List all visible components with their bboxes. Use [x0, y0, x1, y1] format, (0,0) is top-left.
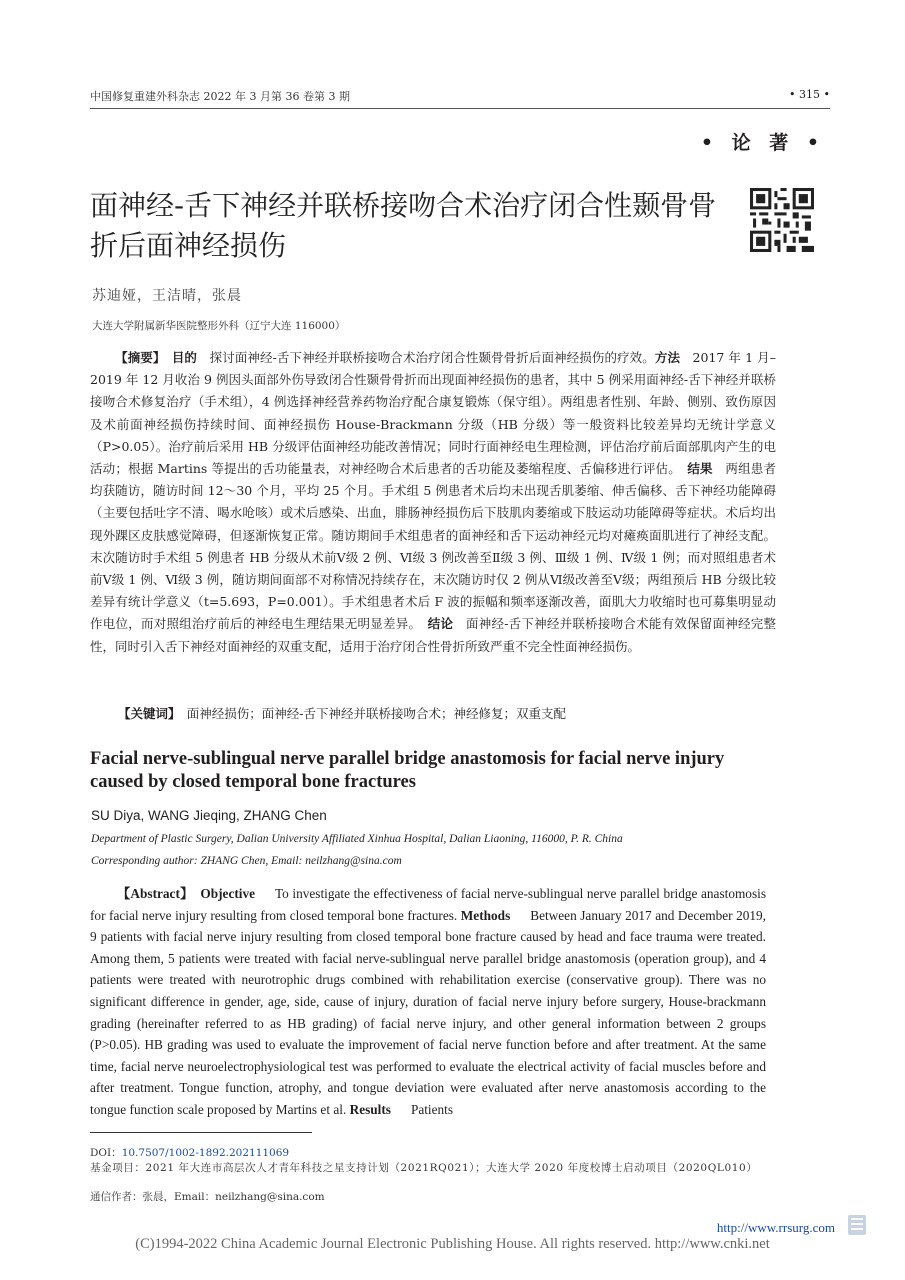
abstract-en: [90, 883, 766, 1121]
affiliation: 大连大学附属新华医院整形外科（辽宁大连 116000）: [92, 320, 346, 332]
copyright-footer: (C)1994-2022 China Academic Journal Electronic Publishing House. All rights reserved. http://www.cnki.net: [135, 1236, 770, 1252]
journal-logo-icon: [847, 1214, 867, 1236]
en-objective-text: To investigate the effectiveness of facial nerve-sublingual nerve parallel bridge anastomosis for facial nerve injury resulting from closed temporal bone fractures.: [90, 886, 766, 923]
keywords-text: 面神经损伤；面神经-舌下神经并联桥接吻合术；神经修复；双重支配: [186, 706, 566, 721]
english-affiliation: Department of Plastic Surgery, Dalian University Affiliated Xinhua Hospital, Dalian Liaoning, 116000, P. R. China: [91, 833, 623, 845]
methods-text: 2017 年 1 月–2019 年 12 月收治 9 例因头面部外伤导致闭合性颞骨骨折而出现面神经损伤的患者，其中 5 例采用面神经-舌下神经并联桥接吻合术修复治疗（手术组），4 例选择神经营养药物治疗配合康复锻炼（保守组）。两组患者性别、年龄、侧别、致伤原因及术前面神经损伤持续时间、面神经损伤 House-Brackmann 分级（HB 分级）等一般资料比较差异均无统计学意义（P>0.05）。治疗前后采用 HB 分级评估面神经功能改善情况；同时行面神经电生理检测，评估治疗前后面部肌肉产生的电活动；根据 Martins 等提出的舌功能量表，对神经吻合术后患者的舌功能及萎缩程度、舌偏移进行评估。: [90, 350, 776, 477]
page-number: • 315 •: [789, 88, 830, 101]
objective-heading: 目的: [171, 350, 198, 365]
journal-url[interactable]: http://www.rrsurg.com: [716, 1220, 835, 1235]
authors: 苏迪娅，王洁晴，张晨: [92, 288, 242, 304]
abstract-label: 【摘要】: [115, 350, 166, 365]
qr-code-icon: [750, 188, 814, 252]
abstract-cn: [90, 347, 776, 658]
english-corresponding: Corresponding author: ZHANG Chen, Email: neilzhang@sina.com: [91, 855, 402, 867]
article-title: 面神经-舌下神经并联桥接吻合术治疗闭合性颞骨骨折后面神经损伤: [90, 189, 717, 262]
en-methods-heading: Methods: [460, 907, 511, 923]
en-results-text: Patients: [410, 1101, 454, 1117]
conclusion-heading: 结论: [427, 616, 454, 632]
doi-label: DOI：: [90, 1147, 122, 1159]
doi-footnote: [90, 1146, 289, 1160]
fund-footnote: 基金项目：2021 年大连市高层次人才青年科技之星支持计划（2021RQ021）；大连大学 2020 年度校博士启动项目（2020QL010）: [90, 1162, 758, 1174]
keywords-label: 【关键词】: [118, 706, 181, 721]
footnote-rule: [90, 1132, 312, 1133]
corresponding-footnote: 通信作者：张晨，Email：neilzhang@sina.com: [90, 1191, 325, 1203]
en-methods-text: Between January 2017 and December 2019, 9 patients with facial nerve injury resulting from closed temporal bone fracture caused by head and face trauma were treated. Among them, 5 patients were treated with facial nerve-sublingual nerve parallel bridge anastomosis (operation group), and 4 patients were treated with neurotrophic drugs combined with rehabilitation exercise (conservative group). There was no significant difference in gender, age, side, cause of injury, duration of facial nerve injury before surgery, House-brackmann grading (hereinafter referred to as HB grading) of facial nerve injury, and other general information between 2 groups (P>0.05). HB grading was used to evaluate the improvement of facial nerve function before and after treatment. At the same time, facial nerve neuroelectrophysiological test was performed to evaluate the electrical activity of facial muscles before and after treatment. Tongue function, atrophy, and tongue deviation were evaluated after nerve anastomosis according to the tongue function scale proposed by Martins et al.: [90, 907, 766, 1117]
en-results-heading: Results: [349, 1101, 391, 1117]
objective-text: 探讨面神经-舌下神经并联桥接吻合术治疗闭合性颞骨骨折后面神经损伤的疗效。: [209, 350, 655, 365]
keywords-cn: [118, 704, 566, 722]
english-authors: SU Diya, WANG Jieqing, ZHANG Chen: [91, 808, 327, 823]
english-title: Facial nerve-sublingual nerve parallel bridge anastomosis for facial nerve injury caused by closed temporal bone fractures: [90, 749, 725, 792]
section-label: • 论 著 •: [700, 132, 825, 154]
header-rule: [90, 108, 830, 109]
abstract-en-label: 【Abstract】: [116, 886, 194, 901]
methods-heading: 方法: [654, 350, 681, 365]
doi-link[interactable]: 10.7507/1002-1892.202111069: [121, 1147, 290, 1159]
results-heading: 结果: [687, 461, 713, 477]
journal-header: 中国修复重建外科杂志 2022 年 3 月第 36 卷第 3 期: [90, 90, 350, 103]
results-text: 两组患者均获随访，随访时间 12～30 个月，平均 25 个月。手术组 5 例患者术后均未出现舌肌萎缩、伸舌偏移、舌下神经功能障碍（主要包括吐字不清、喝水呛咳）或术后感染、出血，腓肠神经损伤后下肢肌肉萎缩或下肢运动功能障碍等症状。术后均出现外踝区皮肤感觉障碍，但逐渐恢复正常。随访期间手术组患者的面神经和舌下运动神经元均对瘫痪面肌进行了神经支配。末次随访时手术组 5 例患者 HB 分级从术前Ⅴ级 2 例、Ⅵ级 3 例改善至Ⅱ级 3 例、Ⅲ级 1 例、Ⅳ级 1 例；而对照组患者术前Ⅴ级 1 例、Ⅵ级 3 例，随访期间面部不对称情况持续存在，末次随访时仅 2 例从Ⅵ级改善至Ⅴ级；两组预后 HB 分级比较差异有统计学意义（t=5.693，P=0.001）。手术组患者术后 F 波的振幅和频率逐渐改善，面肌大力收缩时也可募集明显动作电位，而对照组治疗前后的神经电生理结果无明显差异。: [90, 461, 776, 632]
conclusion-text: 面神经-舌下神经并联桥接吻合术能有效保留面神经完整性，同时引入舌下神经对面神经的双重支配，适用于治疗闭合性骨折所致严重不完全性面神经损伤。: [90, 616, 776, 654]
en-objective-heading: Objective: [200, 886, 256, 901]
